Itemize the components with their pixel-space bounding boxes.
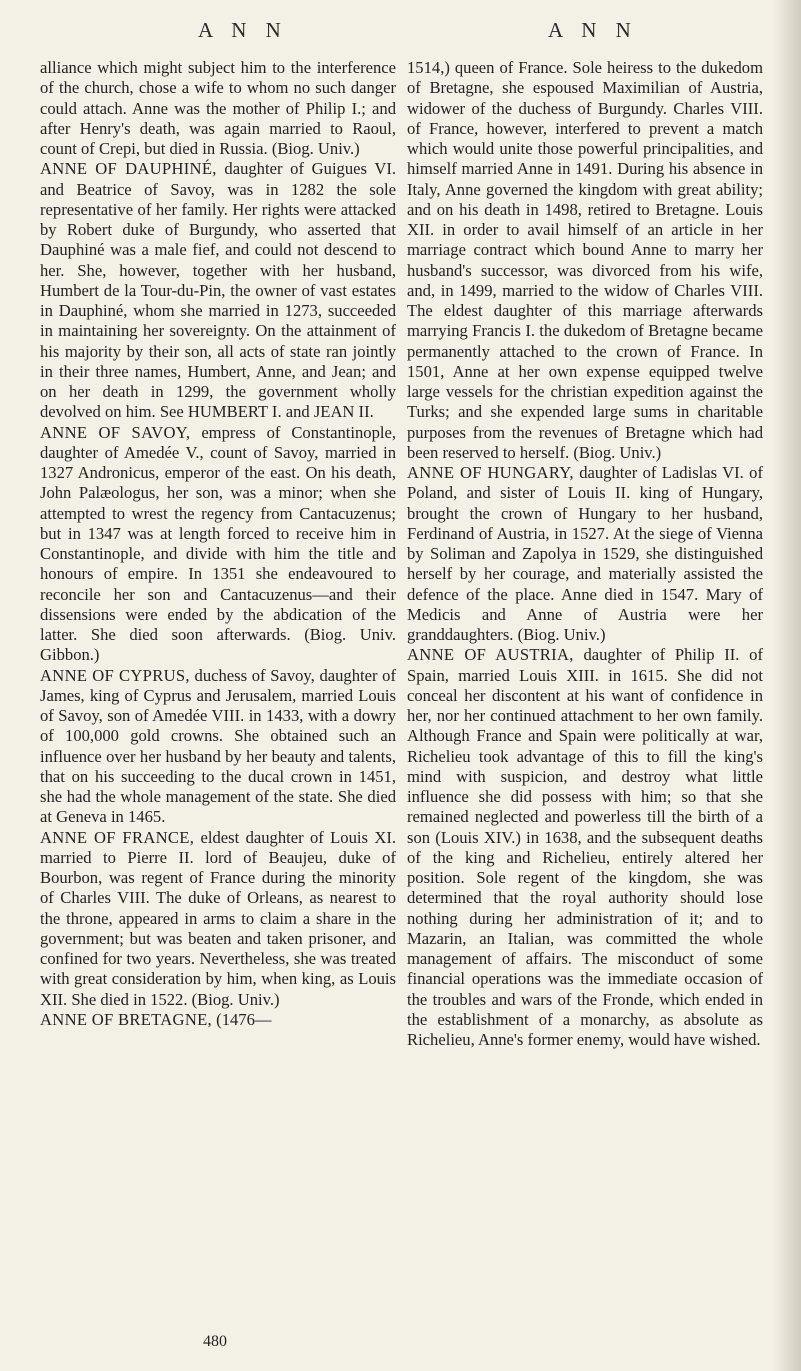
page-edge-shadow — [773, 0, 801, 1371]
entry-anne-of-hungary — [407, 463, 763, 645]
entry-text: duchess of Savoy, daughter of James, king of Cyprus and Jerusalem, married Louis of Savoy, son of Amedée VIII. in 1433, with a dowry of 100,000 gold crowns. She obtained such an influence over her husband by her beauty and talents, that on his succeeding to the ducal crown in 1451, she had the whole management of the state. She died at Geneva in 1465. — [40, 665, 396, 827]
entry-continuation — [40, 58, 396, 159]
running-head-right: A N N — [548, 18, 638, 42]
entry-heading: ANNE OF BRETAGNE, — [40, 1009, 213, 1029]
entry-text: daughter of Philip II. of Spain, married Louis XIII. in 1615. She did not conceal her discontent at his want of confidence in her, nor her continued attachment to her own family. Although France and Spain were politically at war, Richelieu took advantage of this to fill the king's mind with suspicion, and destroy what little influence she did possess with him; so that she remained neglected and powerless till the birth of a son (Louis XIV.) in 1638, and the subsequent deaths of the king and Richelieu, entirely altered her position. Sole regent of the kingdom, she was determined that the royal authority should lose nothing during her administration of it; and to Mazarin, an Italian, was committed the whole management of affairs. The misconduct of some financial operations was the immediate occasion of the troubles and wars of the Fronde, which ended in the establishment of a monarchy, as absolute as Richelieu, Anne's former enemy, would have wished. — [407, 645, 763, 1049]
entry-text: alliance which might subject him to the interference of the church, chose a wife to whom no such danger could attach. Anne was the mother of Philip I.; and after Henry's death, was again married to Raoul, count of Crepi, but died in Russia. (Biog. Univ.) — [40, 58, 396, 158]
right-column — [407, 58, 763, 1050]
entry-text: (1476— — [212, 1009, 272, 1029]
entry-anne-of-france — [40, 828, 396, 1010]
entry-heading: ANNE OF DAUPHINÉ, — [40, 159, 217, 179]
running-head-left: A N N — [198, 18, 288, 42]
entry-text: daughter of Ladislas VI. of Poland, and sister of Louis II. king of Hungary, brought the crown of Hungary to her husband, Ferdinand of Austria, in 1527. At the siege of Vienna by Soliman and Zapolya in 1529, she distinguished herself by her courage, and materially assisted the defence of the place. Anne died in 1547. Mary of Medicis and Anne of Austria were her granddaughters. (Biog. Univ.) — [407, 463, 763, 644]
entry-text: 1514,) queen of France. Sole heiress to the dukedom of Bretagne, she espoused Maximilian of Austria, widower of the duchess of Burgundy. Charles VIII. of France, however, interfered to prevent a match which would unite those powerful principalities, and himself married Anne in 1491. During his absence in Italy, Anne governed the kingdom with great ability; and on his death in 1498, retired to Bretagne. Louis XII. in order to avail himself of an article in her marriage contract which bound Anne to marry her husband's successor, was divorced from his wife, and, in 1499, married to the widow of Charles VIII. The eldest daughter of this marriage afterwards marrying Francis I. the dukedom of Bretagne became permanently attached to the crown of France. In 1501, Anne at her own expense equipped twelve large vessels for the christian expedition against the Turks; and she expended large sums in charitable purposes from the revenues of Bretagne which had been reserved to herself. (Biog. Univ.) — [407, 58, 763, 462]
page-number: 480 — [203, 1333, 227, 1350]
entry-continuation — [407, 58, 763, 463]
entry-text: empress of Constantinople, daughter of Amedée V., count of Savoy, married in 1327 Andronicus, emperor of the east. On his death, John Palæologus, her son, was a minor; when she attempted to wrest the regency from Cantacuzenus; but in 1347 was at length forced to receive him in Constantinople, and divide with him the title and honours of empire. In 1351 she endeavoured to reconcile her son and Cantacuzenus—and their dissensions were ended by the abdication of the latter. She died soon afterwards. (Biog. Univ. Gibbon.) — [40, 422, 396, 665]
left-column — [40, 58, 396, 1030]
entry-anne-of-dauphine — [40, 159, 396, 422]
entry-text: daughter of Guigues VI. and Beatrice of Savoy, was in 1282 the sole representative of her family. Her rights were attacked by Robert duke of Burgundy, who asserted that Dauphiné was a male fief, and could not descend to her. She, however, together with her husband, Humbert de la Tour-du-Pin, the owner of vast estates in Dauphiné, whom she married in 1273, succeeded in maintaining her sovereignty. On the attainment of his majority by their son, all acts of state ran jointly in their three names, Humbert, Anne, and Jean; and on her death in 1299, the government wholly devolved on him. See HUMBERT I. and JEAN II. — [40, 159, 397, 422]
entry-text: eldest daughter of Louis XI. married to Pierre II. lord of Beaujeu, duke of Bourbon, was regent of France during the minority of Charles VIII. The duke of Orleans, as nearest to the throne, appeared in arms to claim a share in the government; but was beaten and taken prisoner, and confined for two years. Nevertheless, she was treated with great consideration by him, when king, as Louis XII. She died in 1522. (Biog. Univ.) — [40, 827, 396, 1009]
entry-anne-of-austria — [407, 645, 763, 1050]
entry-heading: ANNE OF HUNGARY, — [407, 463, 574, 482]
entry-heading: ANNE OF CYPRUS, — [40, 665, 190, 685]
entry-heading: ANNE OF SAVOY, — [40, 422, 191, 442]
entry-anne-of-bretagne — [40, 1010, 396, 1030]
entry-heading: ANNE OF FRANCE, — [40, 827, 195, 847]
entry-anne-of-cyprus — [40, 666, 396, 828]
entry-anne-of-savoy — [40, 423, 396, 666]
entry-heading: ANNE OF AUSTRIA, — [407, 645, 574, 665]
